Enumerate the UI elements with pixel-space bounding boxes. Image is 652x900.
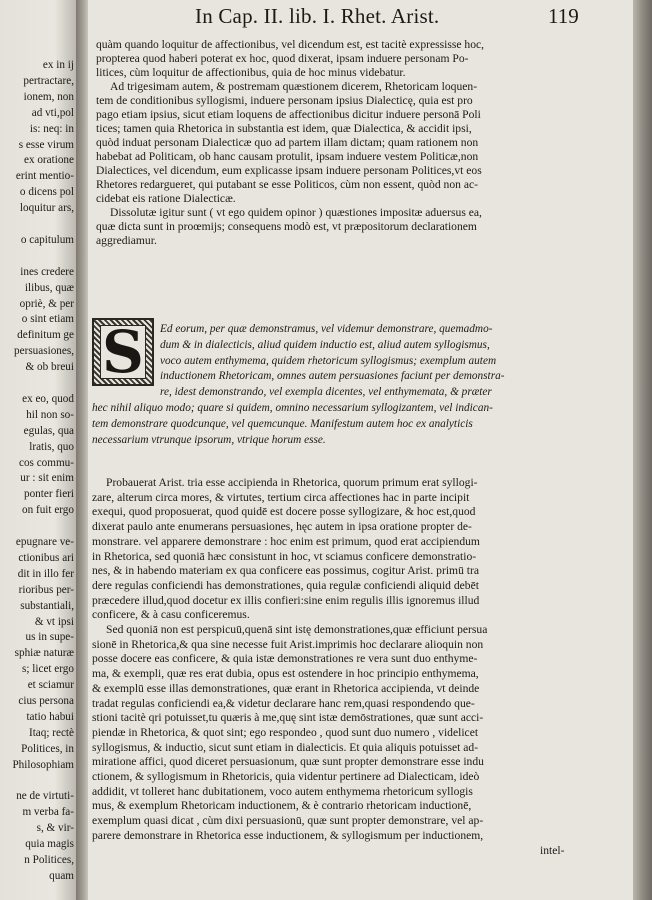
text-line: dixerat paulo ante enumerans persuasiones, hęc autem in ipsa oratione propter de-	[92, 520, 472, 534]
left-page-fragment: o sint etiam	[21, 313, 74, 326]
quoted-text-line: tem demonstrare quodcunque, vel quemcunque. Manifestum autem hoc ex analyticis	[92, 417, 473, 430]
text-line: Probauerat Arist. tria esse accipienda in Rhetorica, quorum primum erat syllogi-	[106, 476, 478, 489]
left-page-fragment: on fuit ergo	[22, 504, 74, 517]
left-page-fragment: m verba fa-	[22, 806, 74, 819]
left-page-fragment: hil non so-	[26, 408, 74, 421]
text-line: tem de conditionibus syllogismi, induere personam ipsius Dialecticę, quia est pro	[96, 94, 473, 107]
text-line: Dissolutæ igitur sunt ( vt ego quidem opinor ) quæstiones impositæ aduersus ea,	[110, 206, 482, 219]
left-page-fragment: ctionibus ari	[18, 551, 74, 564]
left-page-fragment: ilibus, quæ	[24, 281, 74, 294]
left-page-fragment: cos commu-	[19, 456, 74, 469]
left-page-fragment: sphiæ naturæ	[14, 647, 74, 660]
left-page-fragment: definitum ge	[17, 329, 74, 342]
left-page-fragment: erint mentio-	[15, 170, 74, 183]
text-line: stioni tacitè qri potuisset,tu quæris à me,quę sint istæ demōstrationes, quæ sunt acci-	[92, 711, 484, 725]
text-line: tradat regulas conficiendi ea,& videtur declarare hanc rem,quasi respondendo que-	[92, 696, 475, 710]
text-line: addidit, vt tolleret hanc dubitationem, voco autem enthymema rhetoricum syllogis	[92, 784, 473, 798]
text-line: intel-	[540, 843, 565, 857]
text-line: miratione affici, quod diceret persuasionum, quæ sunt propter demonstrare esse indu	[92, 755, 484, 769]
left-page-fragment: epugnare ve-	[15, 536, 74, 548]
drop-cap-letter: S	[102, 318, 144, 386]
left-page-fragment: rioribus per-	[18, 583, 74, 596]
text-line: Dialectices, vel dicendum, eum explicasse ipsam induere personam Politices,vt eos	[96, 164, 482, 177]
left-page-fragment: ex oratione	[23, 154, 74, 167]
left-page-fragment: n Politices,	[24, 854, 74, 866]
left-page-fragment: s; licet ergo	[22, 663, 74, 676]
quoted-text-line: re, idest demonstrando, vel exempla dicentes, vel enthymemata, & præter	[160, 386, 492, 399]
quoted-text-line: voco autem enthymema, quidem rhetoricum syllogismus; exemplum autem	[160, 354, 497, 367]
text-line: nes, & in habendo materiam ex qua conficere eas possimus, cogitur Arist. primū tra	[92, 564, 479, 578]
left-page-fragment: ponter fieri	[23, 488, 74, 501]
page-number: 119	[548, 4, 579, 28]
left-page-fragment: s, & vir-	[36, 822, 74, 835]
left-page-fragment: us in supe-	[25, 631, 74, 644]
left-page-fragment: Itaq; rectè	[28, 726, 74, 739]
text-line: tices; tamen quia Rhetorica in substantia est idem, quæ Dialectica, & accidit ipsi,	[96, 122, 472, 135]
text-line: cidebat eis ratione Dialecticæ.	[96, 192, 236, 205]
left-page-fragment: pertractare,	[23, 74, 74, 87]
drop-cap-frame	[100, 318, 146, 386]
quoted-text-line: inductionem Rhetoricam, omnes autem persuasiones faciunt per demonstra-	[160, 370, 505, 383]
left-page-fragment: quam	[49, 869, 74, 882]
text-line: ma, & exempli, quæ res erat dubia, opus est ostendere in hoc principio enthymema,	[92, 667, 479, 681]
left-page-fragment: ionem, non	[23, 90, 74, 103]
left-page-fragment: ne de virtuti-	[16, 790, 74, 803]
left-page-fragment: o dicens pol	[19, 186, 74, 199]
left-page-fragment: loquitur ars,	[19, 202, 74, 215]
left-page-fragment: cius persona	[18, 695, 74, 707]
left-page-fragment: tatio habui	[26, 710, 74, 723]
text-line: syllogismus, & inductio, sicut sunt etiam in dialecticis. Et quia aliquis potuisset ad-	[92, 740, 479, 754]
left-page-fragment: ines credere	[20, 265, 74, 278]
text-line: Rhetores redargueret, qui putabant se esse Politicos, cùm non essent, quòd non ac-	[96, 178, 478, 191]
text-line: quòd induat personam Dialecticæ quo ad partem illam dictam; quam rationem non	[96, 136, 479, 149]
left-page-fragment: Politices, in	[21, 742, 74, 755]
left-page-fragment: substantiali,	[20, 599, 74, 612]
text-line: litices, cùm loquitur de affectionibus, quia de hoc minus videbatur.	[96, 66, 406, 79]
left-page-fragment: o capitulum	[20, 233, 74, 246]
left-page-fragment: opriè, & per	[19, 297, 74, 310]
left-page-fragment: lratis, quo	[29, 440, 74, 453]
page-edge	[633, 0, 652, 900]
text-line: ctionem, & syllogismum in Rhetoricis, quia videntur pertinere ad Dialecticam, ideò	[92, 770, 480, 783]
left-page	[0, 0, 78, 900]
left-page-fragment: et sciamur	[27, 679, 74, 692]
left-page-fragment: ad vti,pol	[31, 106, 74, 119]
drop-cap-ornament	[92, 318, 154, 386]
running-head: In Cap. II. lib. I. Rhet. Arist.	[195, 4, 440, 28]
text-line: Ad trigesimam autem, & postremam quæstionem dicerem, Rhetoricam loquen-	[110, 80, 478, 93]
text-line: zare, alterum circa mores, & virtutes, tertium circa affectiones hac in parte incipit	[92, 490, 470, 504]
left-page-fragment: quia magis	[25, 838, 74, 851]
text-line: monstrare. vel apparere demonstrare : hoc enim est primum, quod erat accipiendum	[92, 534, 480, 548]
text-line: exequi, quod proposuerat, quod quidē est docere posse syllogizare, & hoc est,quod	[92, 505, 476, 519]
quoted-text-line: hec nihil aliquo modo; quare si quidem, omnino necessarium syllogizantem, vel indican-	[92, 402, 493, 414]
text-line: conficere, & à casu conficeremus.	[92, 608, 250, 622]
text-line: mus, & exemplum Rhetoricam inductionem, & è contrario rhetoricam inductionē,	[92, 799, 472, 813]
text-line: sionē in Rhetorica,& qua sine necesse fuit Arist.imprimis hoc declarare alioquin non	[92, 637, 484, 651]
left-page-fragment: ex eo, quod	[22, 392, 74, 405]
text-line: exemplum quasi dicat , cùm dixi persuasionū, quæ sunt propter demonstrare, vel ap-	[92, 814, 484, 828]
text-line: piendæ in Rhetorica, & quot sint; ego respondeo , quod sunt duo numero , videlicet	[92, 725, 479, 739]
text-line: habebat ad Politicam, ob hanc causam protulit, ipsam induere vestem Politicæ,non	[96, 150, 479, 163]
quoted-text-line: Ed eorum, per quæ demonstramus, vel videmur demonstrare, quemadmo-	[160, 323, 493, 335]
text-line: dere regulas conficiendi has demonstrationes, quia regulæ conficiendi aliquid debēt	[92, 578, 479, 592]
text-line: posse docere eas conficere, & quia istæ demonstrationes re vera sunt duo enthyme-	[92, 652, 478, 666]
left-page-fragment: Philosophiam	[12, 758, 74, 771]
left-page-fragment: persuasiones,	[14, 345, 74, 358]
text-line: quàm quando loquitur de affectionibus, vel dicendum est, est tacitè expressisse hoc,	[96, 38, 485, 51]
quoted-text-line: dum & in dialecticis, aliud quidem inductio est, aliud autem syllogismus,	[160, 338, 490, 351]
left-page-fragment: ur : sit enim	[20, 472, 74, 485]
text-line: & exemplū esse illas demonstrationes, quæ erant in Rhetorica accipienda, vt deinde	[92, 681, 480, 695]
text-line: aggrediamur.	[96, 234, 157, 247]
text-line: quæ dicta sunt in proœmijs; consequens modò est, vt præpositorum declarationem	[96, 220, 477, 233]
text-line: propterea quod haberi poterat ex hoc, quod dixerat, ipsam induere personam Po-	[96, 52, 469, 65]
text-line: præcedere illud,quod docetur ex illis confieri:sine enim regulis illis ignoremus illud	[92, 593, 480, 607]
text-line: Sed quoniā non est perspicuū,quenā sint istę demonstrationes,quæ efficiunt persua	[106, 623, 488, 636]
left-page-fragment: ex in ij	[42, 59, 74, 71]
text-line: in Rhetorica, sed quoniā hæc consistunt in hoc, vt sciamus conficere demonstratio-	[92, 549, 477, 563]
left-page-fragment: s esse virum	[18, 138, 74, 151]
left-page-fragment: & ob breui	[25, 361, 74, 374]
text-line: pago etiam ipsius, sicut etiam loquens de affectionibus dicitur induere personā Poli	[96, 108, 481, 121]
text-line: parere demonstrare in Rhetorica esse inductionem, & syllogismum per inductionem,	[92, 828, 484, 842]
left-page-fragment: egulas, qua	[23, 424, 74, 437]
left-page-fragment: & vt ipsi	[34, 615, 74, 628]
left-page-fragment: dit in illo fer	[17, 567, 74, 580]
left-page-fragment: is: neq: in	[29, 122, 74, 135]
quoted-text-line: necessarium vtrunque ipsorum, vtrique horum esse.	[92, 433, 326, 446]
